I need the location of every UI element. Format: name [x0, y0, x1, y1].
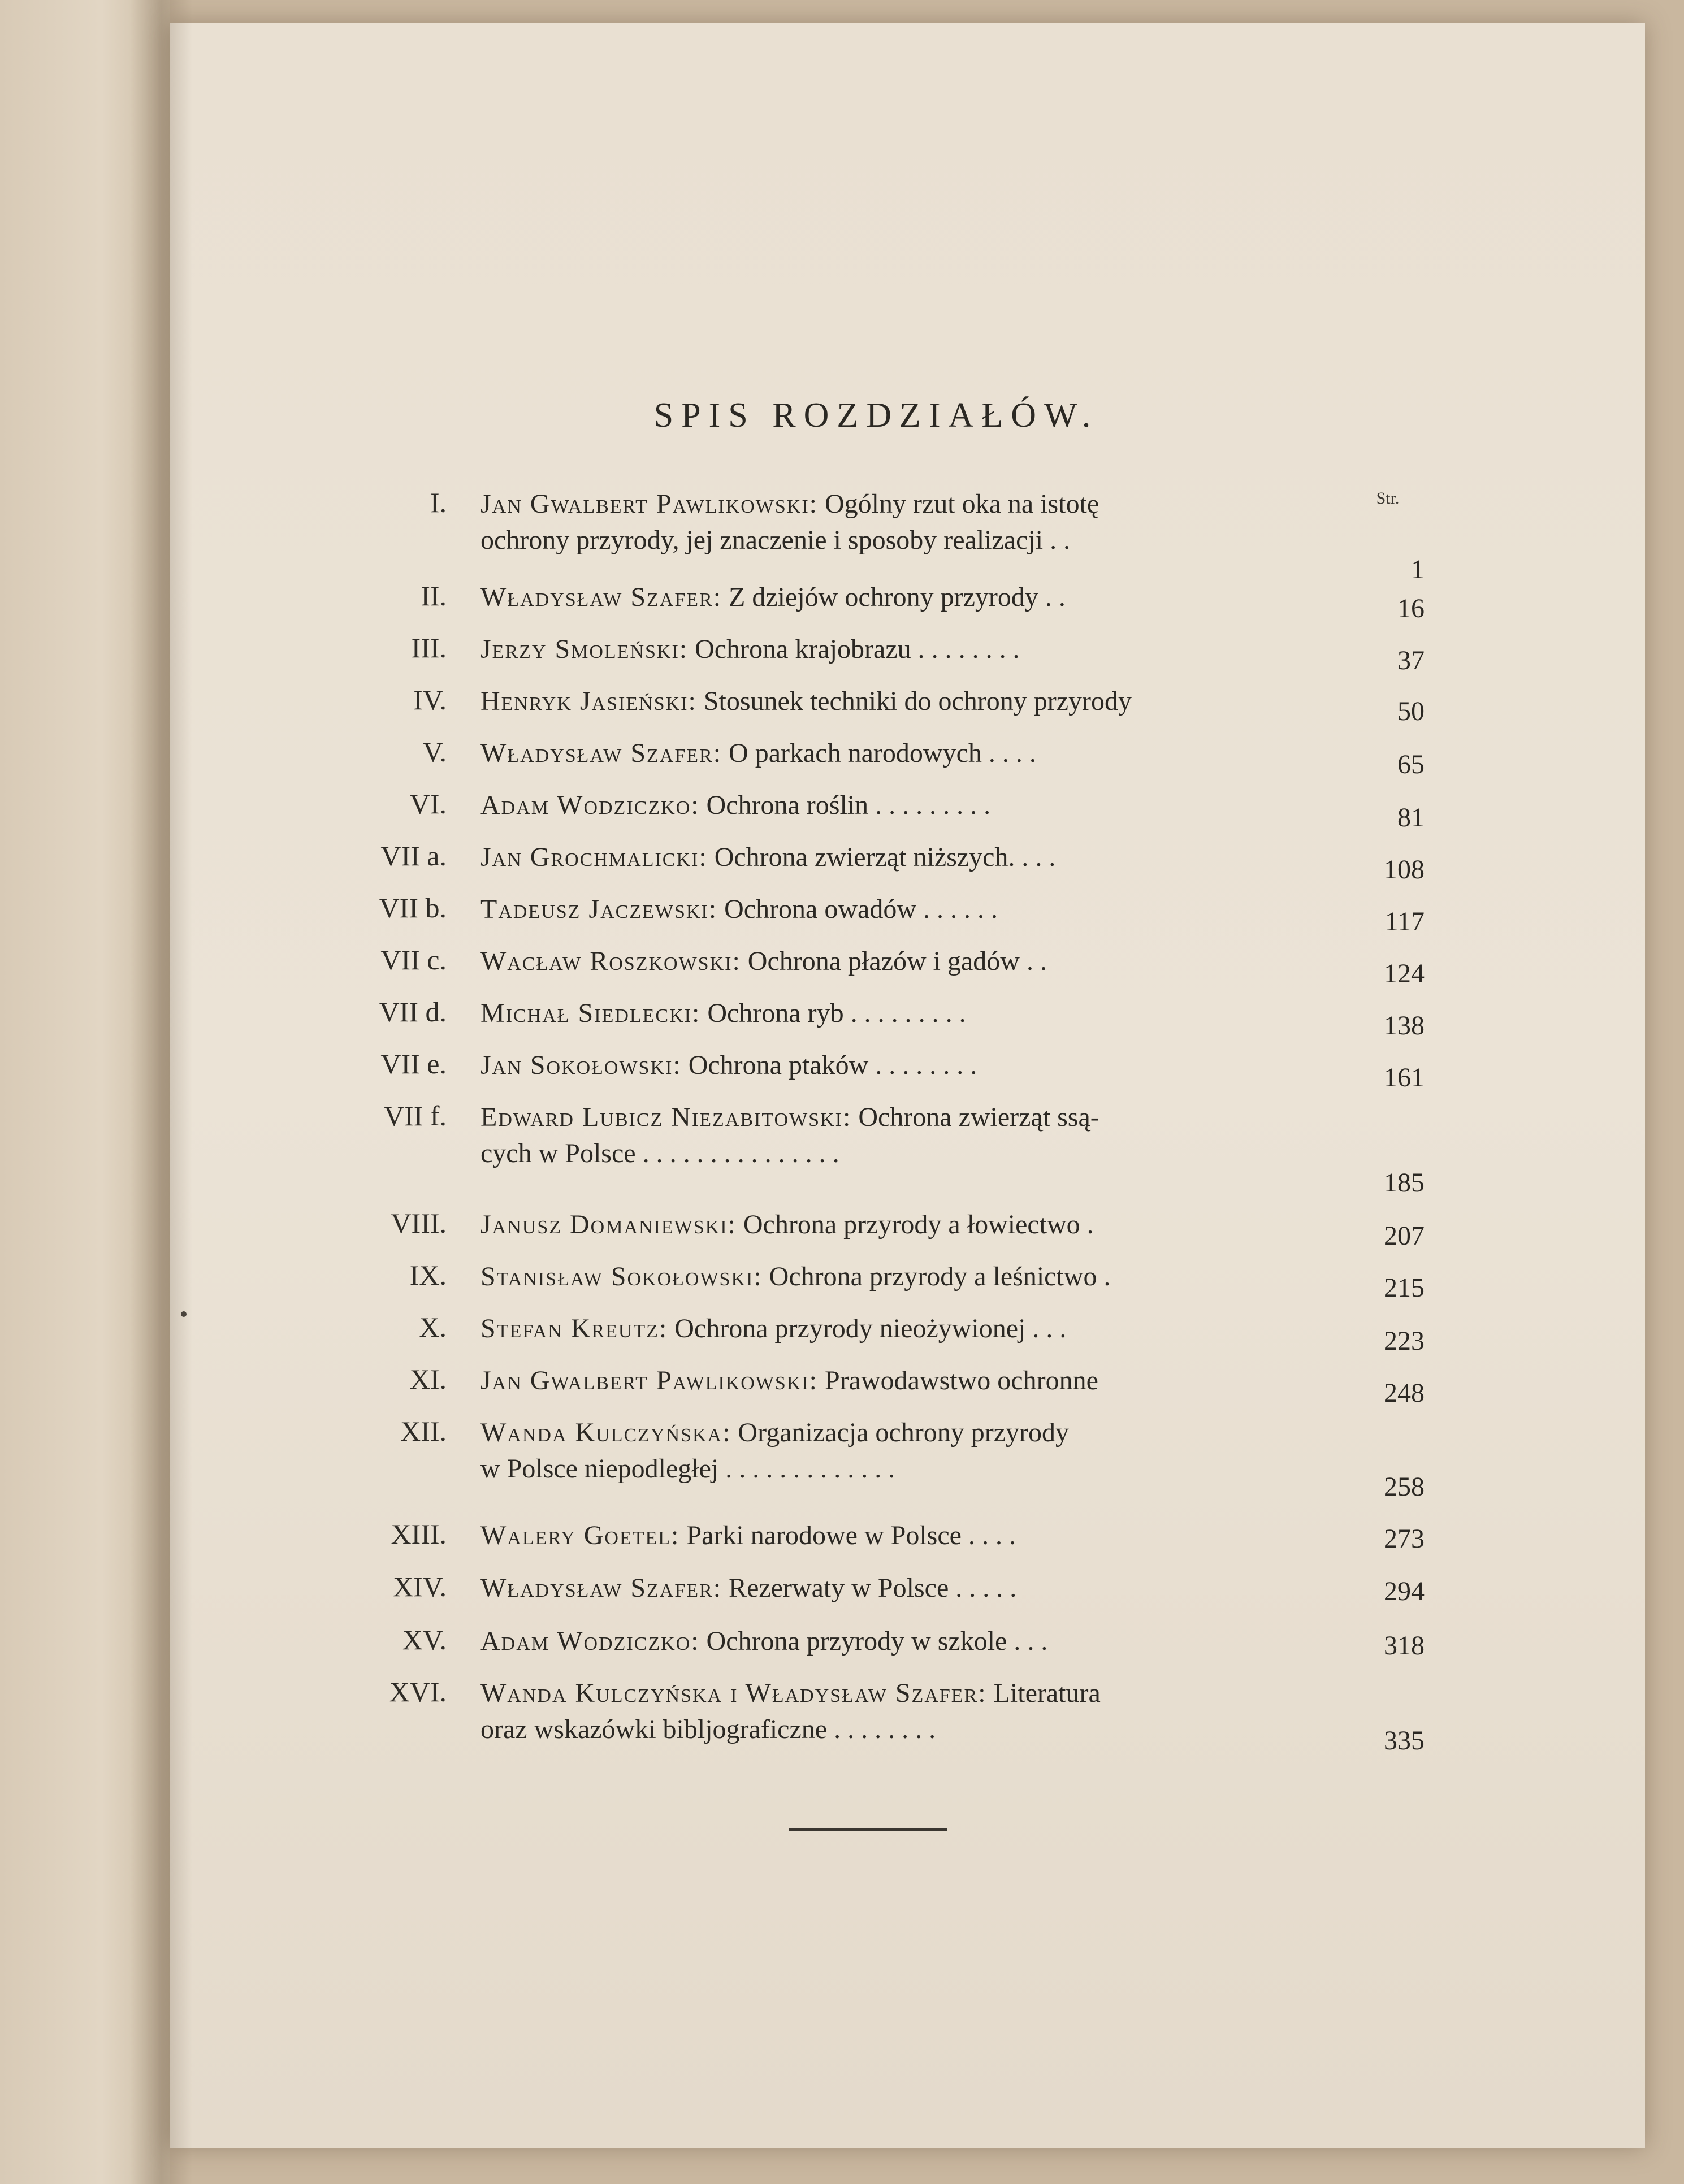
chapter-author: Edward Lubicz Niezabitowski: [480, 1102, 852, 1132]
chapter-text [480, 1047, 1317, 1084]
chapter-title: Prawodawstwo ochronne [824, 1366, 1098, 1396]
chapter-text [480, 943, 1317, 980]
chapter-page: 124 [1384, 959, 1425, 989]
chapter-title: Ochrona płazów i gadów . . [747, 946, 1047, 976]
chapter-text [480, 891, 1317, 928]
chapter-author: Władysław Szafer: [480, 738, 722, 768]
chapter-page: 138 [1384, 1011, 1425, 1041]
chapter-page: 258 [1384, 1472, 1425, 1502]
chapter-title-continued: cych w Polsce . . . . . . . . . . . . . . . [480, 1138, 839, 1168]
chapter-text [480, 1099, 1317, 1172]
chapter-author: Michał Siedlecki: [480, 998, 701, 1028]
chapter-text [480, 1415, 1317, 1487]
chapter-title: Ogólny rzut oka na istotę [824, 489, 1099, 519]
closing-rule [789, 1828, 947, 1831]
chapter-title: Parki narodowe w Polsce . . . . [686, 1520, 1016, 1550]
chapter-author: Walery Goetel: [480, 1520, 680, 1550]
chapter-page: 207 [1384, 1221, 1425, 1251]
chapter-page: 318 [1384, 1631, 1425, 1661]
chapter-author: Jerzy Smoleński: [480, 634, 689, 664]
chapter-page: 294 [1384, 1576, 1425, 1606]
chapter-number: XIV. [393, 1571, 447, 1602]
chapter-text [480, 579, 1317, 616]
chapter-page: 108 [1384, 855, 1425, 885]
page-title: SPIS ROZDZIAŁÓW. [653, 396, 1099, 435]
chapter-page: 223 [1384, 1326, 1425, 1356]
chapter-text [480, 1570, 1317, 1606]
chapter-number: VII d. [379, 996, 447, 1028]
paper-speck [181, 1311, 187, 1317]
chapter-title: Ochrona owadów . . . . . . [724, 894, 998, 924]
chapter-number: VII a. [380, 840, 447, 872]
chapter-text [480, 631, 1317, 668]
chapter-text [480, 735, 1317, 772]
chapter-text [480, 787, 1317, 824]
chapter-text [480, 683, 1317, 720]
chapter-title: Ochrona zwierząt ssą- [858, 1102, 1099, 1132]
chapter-author: Jan Sokołowski: [480, 1050, 682, 1080]
chapter-title: Organizacja ochrony przyrody [738, 1418, 1069, 1448]
chapter-page: 117 [1384, 907, 1425, 937]
chapter-page: 65 [1397, 749, 1425, 779]
chapter-author: Stanisław Sokołowski: [480, 1262, 763, 1292]
chapter-title: Ochrona przyrody nieożywionej . . . [674, 1314, 1067, 1344]
chapter-number: X. [419, 1311, 447, 1343]
chapter-author: Tadeusz Jaczewski: [480, 894, 718, 924]
chapter-number: XI. [409, 1363, 447, 1395]
chapter-page: 335 [1384, 1726, 1425, 1756]
chapter-title: O parkach narodowych . . . . [729, 738, 1036, 768]
chapter-number: I. [430, 487, 447, 518]
chapter-number: III. [411, 632, 447, 664]
chapter-title: Literatura [993, 1678, 1101, 1708]
chapter-title: Ochrona ptaków . . . . . . . . [688, 1050, 977, 1080]
chapter-number: VII e. [380, 1048, 447, 1080]
chapter-author: Jan Gwalbert Pawlikowski: [480, 489, 818, 519]
chapter-author: Władysław Szafer: [480, 582, 722, 612]
chapter-title-continued: w Polsce niepodległej . . . . . . . . . . . . . [480, 1454, 895, 1484]
chapter-page: 248 [1384, 1378, 1425, 1408]
chapter-text [480, 1311, 1317, 1347]
chapter-page: 50 [1397, 696, 1425, 726]
chapter-author: Janusz Domaniewski: [480, 1210, 737, 1240]
chapter-number: XII. [400, 1415, 447, 1447]
chapter-title: Rezerwaty w Polsce . . . . . [729, 1573, 1017, 1603]
chapter-page: 185 [1384, 1168, 1425, 1198]
chapter-author: Stefan Kreutz: [480, 1314, 668, 1344]
chapter-author: Adam Wodziczko: [480, 790, 700, 820]
chapter-text [480, 1623, 1317, 1659]
chapter-author: Władysław Szafer: [480, 1573, 722, 1603]
chapter-number: IX. [409, 1259, 447, 1291]
chapter-number: VII f. [383, 1100, 447, 1132]
chapter-number: V. [422, 736, 447, 768]
chapter-number: VII c. [380, 944, 447, 976]
chapter-text [480, 839, 1317, 876]
chapter-text [480, 1675, 1317, 1748]
chapter-author: Wacław Roszkowski: [480, 946, 741, 976]
chapter-title: Ochrona przyrody a łowiectwo . [743, 1210, 1094, 1240]
chapter-author: Jan Grochmalicki: [480, 842, 708, 872]
chapter-text [480, 1518, 1317, 1554]
chapter-title: Stosunek techniki do ochrony przyrody [703, 686, 1132, 716]
chapter-text [480, 1207, 1317, 1243]
chapter-title: Ochrona krajobrazu . . . . . . . . [695, 634, 1020, 664]
chapter-page: 16 [1397, 593, 1425, 623]
chapter-page: 81 [1397, 803, 1425, 833]
chapter-page: 273 [1384, 1524, 1425, 1554]
chapter-page: 37 [1397, 645, 1425, 675]
chapter-number: IV. [413, 684, 447, 716]
chapter-title: Z dziejów ochrony przyrody . . [729, 582, 1066, 612]
chapter-author: Henryk Jasieński: [480, 686, 697, 716]
chapter-number: XV. [402, 1624, 447, 1656]
chapter-number: XIII. [391, 1518, 447, 1550]
chapter-text [480, 486, 1317, 558]
chapter-title: Ochrona przyrody a leśnictwo . [769, 1262, 1111, 1292]
chapter-title: Ochrona przyrody w szkole . . . [706, 1626, 1048, 1656]
chapter-number: VIII. [391, 1207, 447, 1239]
chapter-text [480, 1363, 1317, 1399]
chapter-title: Ochrona ryb . . . . . . . . . [707, 998, 966, 1028]
chapter-number: VI. [409, 788, 447, 820]
chapter-page: 161 [1384, 1063, 1425, 1093]
chapter-title-continued: oraz wskazówki bibljograficzne . . . . . . . . [480, 1714, 936, 1744]
chapter-page: 215 [1384, 1273, 1425, 1303]
chapter-author: Jan Gwalbert Pawlikowski: [480, 1366, 818, 1396]
chapter-number: II. [421, 580, 447, 612]
chapter-author: Adam Wodziczko: [480, 1626, 700, 1656]
chapter-text [480, 995, 1317, 1032]
chapter-number: VII b. [379, 892, 447, 924]
chapter-title: Ochrona roślin . . . . . . . . . [706, 790, 991, 820]
chapter-title-continued: ochrony przyrody, jej znaczenie i sposoby realizacji . . [480, 525, 1071, 555]
chapter-title: Ochrona zwierząt niższych. . . . [714, 842, 1056, 872]
chapter-author: Wanda Kulczyńska i Władysław Szafer: [480, 1678, 987, 1708]
chapter-page: 1 [1411, 554, 1425, 584]
chapter-author: Wanda Kulczyńska: [480, 1418, 731, 1448]
page-column-label: Str. [1376, 489, 1400, 508]
chapter-number: XVI. [389, 1676, 447, 1708]
chapter-text [480, 1259, 1317, 1295]
